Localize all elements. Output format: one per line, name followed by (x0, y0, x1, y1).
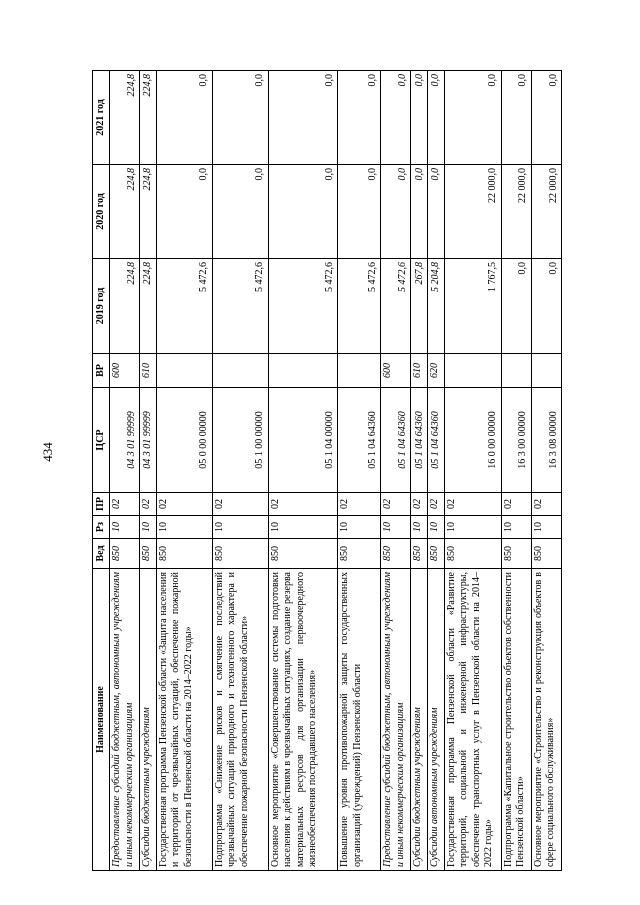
table-row (338, 71, 381, 871)
header-name: Наименование (93, 569, 110, 871)
cell-csr: 05 1 04 64360 (338, 388, 381, 493)
header-pr: ПР (93, 493, 110, 516)
cell-name: Основное мероприятие «Совершенствование системы подготовки населения к действиям в чрезвычайных ситуациях, создание резерва материальных ресурсов для организации первоочередного жизнеобеспечения пострадавшего населения» (268, 569, 338, 871)
table-row (428, 71, 445, 871)
cell-2019: 5 472,6 (212, 259, 268, 354)
page-number: 434 (40, 442, 55, 462)
header-2020: 2020 год (93, 165, 110, 259)
cell-name: Субсидии автономным учреждениям (428, 569, 445, 871)
cell-pr: 02 (501, 493, 531, 516)
cell-name: Предоставление субсидий бюджетным, автономным учреждениям и иным некоммерческим организациям (381, 569, 411, 871)
cell-ved: 850 (381, 539, 411, 569)
cell-2020: 0,0 (428, 165, 445, 259)
cell-vr: 610 (140, 354, 157, 388)
cell-name: Субсидии бюджетным учреждениям (140, 569, 157, 871)
cell-vr (444, 354, 501, 388)
cell-2021: 0,0 (156, 71, 212, 165)
cell-pr: 02 (338, 493, 381, 516)
cell-ved: 850 (156, 539, 212, 569)
cell-csr: 16 3 08 00000 (531, 388, 561, 493)
header-rz: Рз (93, 516, 110, 539)
cell-csr: 04 3 01 99999 (110, 388, 140, 493)
cell-ved: 850 (212, 539, 268, 569)
cell-2020: 22 000,0 (501, 165, 531, 259)
cell-name: Предоставление субсидий бюджетным, автономным учреждениям и иным некоммерческим организациям (110, 569, 140, 871)
cell-pr: 02 (444, 493, 501, 516)
cell-pr: 02 (381, 493, 411, 516)
table-row (501, 71, 531, 871)
table-row (444, 71, 501, 871)
table-row (381, 71, 411, 871)
cell-2019: 5 472,6 (268, 259, 338, 354)
cell-vr (156, 354, 212, 388)
cell-2020: 0,0 (156, 165, 212, 259)
cell-2020: 224,8 (110, 165, 140, 259)
cell-rz: 10 (411, 516, 428, 539)
header-ved: Вед (93, 539, 110, 569)
header-2021: 2021 год (93, 71, 110, 165)
cell-rz: 10 (501, 516, 531, 539)
cell-csr: 05 1 00 00000 (212, 388, 268, 493)
cell-2020: 0,0 (338, 165, 381, 259)
cell-name: Подпрограмма «Снижение рисков и смягчение последствий чрезвычайных ситуаций природного и техногенного характера и обеспечение пожарной безопасности Пензенской области» (212, 569, 268, 871)
cell-csr: 05 1 04 64360 (428, 388, 445, 493)
cell-2021: 0,0 (268, 71, 338, 165)
cell-pr: 02 (411, 493, 428, 516)
cell-rz: 10 (156, 516, 212, 539)
table-row (531, 71, 561, 871)
cell-ved: 850 (110, 539, 140, 569)
cell-csr: 05 1 04 00000 (268, 388, 338, 493)
cell-ved: 850 (444, 539, 501, 569)
cell-vr (501, 354, 531, 388)
cell-2021: 0,0 (428, 71, 445, 165)
cell-vr: 620 (428, 354, 445, 388)
cell-2020: 22 000,0 (444, 165, 501, 259)
cell-pr: 02 (110, 493, 140, 516)
cell-name: Субсидии бюджетным учреждениям (411, 569, 428, 871)
cell-name: Государственная программа Пензенской области «Развитие территорий, социальной и инженерной инфраструктуры, обеспечение транспортных услуг в Пензенской области на 2014–2022 годы» (444, 569, 501, 871)
cell-2021: 0,0 (444, 71, 501, 165)
cell-ved: 850 (428, 539, 445, 569)
cell-2021: 224,8 (110, 71, 140, 165)
table-header-row (93, 71, 110, 871)
cell-2020: 0,0 (212, 165, 268, 259)
cell-pr: 02 (531, 493, 561, 516)
budget-table (92, 70, 562, 871)
cell-2021: 224,8 (140, 71, 157, 165)
cell-2019: 0,0 (501, 259, 531, 354)
cell-name: Подпрограмма «Капитальное строительство объектов собственности Пензенской области» (501, 569, 531, 871)
cell-rz: 10 (140, 516, 157, 539)
header-csr: ЦСР (93, 388, 110, 493)
cell-2020: 0,0 (381, 165, 411, 259)
cell-vr: 600 (110, 354, 140, 388)
rotated-table-wrapper (92, 71, 562, 871)
cell-2021: 0,0 (212, 71, 268, 165)
table-row (268, 71, 338, 871)
cell-csr: 05 1 04 64360 (381, 388, 411, 493)
cell-ved: 850 (501, 539, 531, 569)
table-row (212, 71, 268, 871)
cell-2020: 22 000,0 (531, 165, 561, 259)
cell-2019: 224,8 (110, 259, 140, 354)
header-vr: ВР (93, 354, 110, 388)
cell-2019: 5 204,8 (428, 259, 445, 354)
cell-2019: 5 472,6 (338, 259, 381, 354)
table-row (411, 71, 428, 871)
cell-vr (531, 354, 561, 388)
cell-2021: 0,0 (411, 71, 428, 165)
cell-rz: 10 (212, 516, 268, 539)
cell-rz: 10 (381, 516, 411, 539)
cell-2019: 267,8 (411, 259, 428, 354)
cell-rz: 10 (444, 516, 501, 539)
cell-rz: 10 (531, 516, 561, 539)
cell-csr: 16 0 00 00000 (444, 388, 501, 493)
cell-pr: 02 (268, 493, 338, 516)
cell-ved: 850 (268, 539, 338, 569)
header-2019: 2019 год (93, 259, 110, 354)
table-row (110, 71, 140, 871)
cell-vr: 610 (411, 354, 428, 388)
cell-name: Повышение уровня противопожарной защиты государственных организаций (учреждений) Пензенской области (338, 569, 381, 871)
cell-2019: 224,8 (140, 259, 157, 354)
table-row (156, 71, 212, 871)
cell-csr: 16 3 00 00000 (501, 388, 531, 493)
cell-2020: 0,0 (411, 165, 428, 259)
cell-2021: 0,0 (531, 71, 561, 165)
cell-name: Государственная программа Пензенской области «Защита населения и территорий от чрезвычайных ситуаций, обеспечение пожарной безопасности в Пензенской области на 2014–2022 годы» (156, 569, 212, 871)
cell-2019: 0,0 (531, 259, 561, 354)
cell-2019: 5 472,6 (381, 259, 411, 354)
cell-csr: 05 1 04 64360 (411, 388, 428, 493)
cell-vr (338, 354, 381, 388)
cell-name: Основное мероприятие «Строительство и реконструкция объектов в сфере социального обслуживания» (531, 569, 561, 871)
cell-pr: 02 (428, 493, 445, 516)
cell-vr (268, 354, 338, 388)
cell-ved: 850 (411, 539, 428, 569)
cell-rz: 10 (428, 516, 445, 539)
cell-rz: 10 (110, 516, 140, 539)
cell-rz: 10 (338, 516, 381, 539)
cell-pr: 02 (156, 493, 212, 516)
cell-rz: 10 (268, 516, 338, 539)
cell-2021: 0,0 (501, 71, 531, 165)
cell-2019: 1 767,5 (444, 259, 501, 354)
cell-2019: 5 472,6 (156, 259, 212, 354)
table-row (140, 71, 157, 871)
cell-2020: 0,0 (268, 165, 338, 259)
cell-2020: 224,8 (140, 165, 157, 259)
cell-pr: 02 (212, 493, 268, 516)
cell-csr: 05 0 00 00000 (156, 388, 212, 493)
cell-ved: 850 (531, 539, 561, 569)
cell-csr: 04 3 01 99999 (140, 388, 157, 493)
cell-ved: 850 (338, 539, 381, 569)
cell-pr: 02 (140, 493, 157, 516)
cell-2021: 0,0 (381, 71, 411, 165)
cell-2021: 0,0 (338, 71, 381, 165)
cell-vr: 600 (381, 354, 411, 388)
cell-vr (212, 354, 268, 388)
cell-ved: 850 (140, 539, 157, 569)
